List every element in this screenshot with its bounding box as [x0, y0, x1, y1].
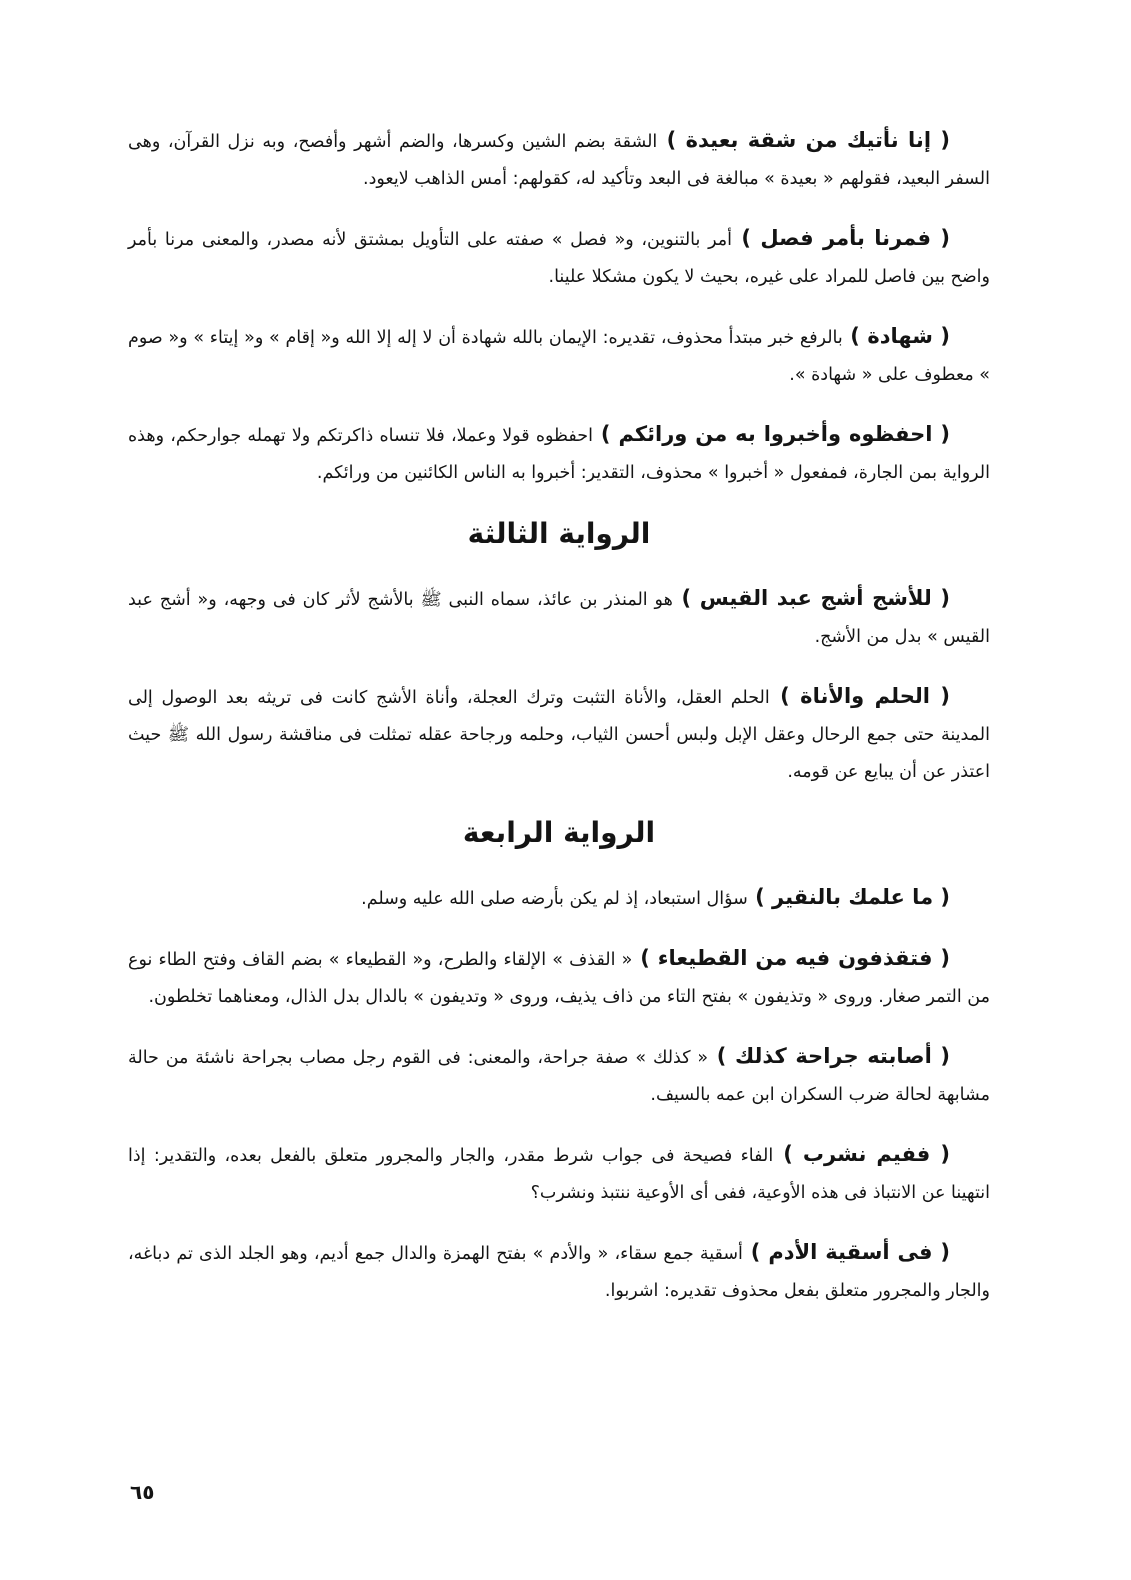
- entry-term: احفظوه وأخبروا به من ورائكم: [618, 422, 933, 446]
- entry-term: فتقذفون فيه من القطيعاء: [657, 946, 933, 970]
- entry-text: سؤال استبعاد، إذ لم يكن بأرضه صلى الله عليه وسلم.: [361, 889, 748, 909]
- section-heading-fourth-narration: الرواية الرابعة: [462, 816, 656, 849]
- entry-term: أصابته جراحة كذلك: [734, 1044, 932, 1068]
- section-heading-third-narration: الرواية الثالثة: [467, 517, 651, 550]
- entry-term: ما علمك بالنقير: [772, 885, 934, 909]
- entry-text: أسقية جمع سقاء، « والأدم » بفتح الهمزة والدال جمع أديم، وهو الجلد الذى تم دباغه، والجار والمجرور متعلق بفعل محذوف تقديره: اشربوا.: [128, 1244, 990, 1301]
- entry-term: شهادة: [867, 324, 933, 348]
- entry-amr-fasl: ( فمرنا بأمر فصل ) أمر بالتنوين، و« فصل » صفته على التأويل بمشتق لأنه مصدر، والمعنى مرنا بأمر واضح بين فاصل للمراد على غيره، بحيث لا يكون مشكلا علينا.: [128, 226, 990, 287]
- entry-term: للأشج أشج عبد القيس: [699, 586, 932, 610]
- entry-text: الشقة بضم الشين وكسرها، والضم أشهر وأفصح، وبه نزل القرآن، وهى السفر البعيد، فقولهم « بعيدة » مبالغة فى البعد وتأكيد له، كقولهم: أمس الذاهب لايعود.: [128, 132, 990, 189]
- entry-ihfazuhu: ( احفظوه وأخبروا به من ورائكم ) احفظوه قولا وعملا، فلا تنساه ذاكرتكم ولا تهمله جوارحكم، وهذه الرواية بمن الجارة، فمفعول « أخبروا » محذوف، التقدير: أخبروا به الناس الكائنين من ورائكم.: [128, 422, 990, 483]
- entry-term: الحلم والأناة: [800, 684, 930, 708]
- entry-naqir: ( ما علمك بالنقير ) سؤال استبعاد، إذ لم يكن بأرضه صلى الله عليه وسلم.: [361, 885, 950, 909]
- entry-term: فمرنا بأمر فصل: [760, 226, 931, 250]
- entry-text: هو المنذر بن عائذ، سماه النبى ﷺ بالأشج لأثر كان فى وجهه، و« أشج عبد القيس » بدل من الأشج.: [128, 590, 990, 647]
- entry-nashrab: ( ففيم نشرب ) الفاء فصيحة فى جواب شرط مقدر، والجار والمجرور متعلق بالفعل بعده، والتقدير: إذا انتهينا عن الانتباذ فى هذه الأوعية، ففى أى الأوعية ننتبذ ونشرب؟: [128, 1142, 990, 1203]
- page-number: ٦٥: [130, 1480, 155, 1504]
- entry-term: إنا نأتيك من شقة بعيدة: [685, 128, 932, 152]
- entry-ashaj: ( للأشج أشج عبد القيس ) هو المنذر بن عائذ، سماه النبى ﷺ بالأشج لأثر كان فى وجهه، و« أشج عبد القيس » بدل من الأشج.: [128, 586, 990, 647]
- entry-qutayaa: ( فتقذفون فيه من القطيعاء ) « القذف » الإلقاء والطرح، و« القطيعاء » بضم القاف وفتح الطاء نوع من التمر صغار. وروى « وتذيفون » بفتح التاء من ذاف يذيف، وروى « وتديفون » بالدال بدل الذال، ومعناهما تخلطون.: [128, 946, 990, 1007]
- entry-text: أمر بالتنوين، و« فصل » صفته على التأويل بمشتق لأنه مصدر، والمعنى مرنا بأمر واضح بين فاصل للمراد على غيره، بحيث لا يكون مشكلا علينا.: [128, 230, 990, 287]
- page-content: [128, 122, 990, 1332]
- entry-shahada: ( شهادة ) بالرفع خبر مبتدأ محذوف، تقديره: الإيمان بالله شهادة أن لا إله إلا الله و« إقام » و« إيتاء » و« صوم » معطوف على « شهادة ».: [128, 324, 990, 385]
- entry-jiraha: ( أصابته جراحة كذلك ) « كذلك » صفة جراحة، والمعنى: فى القوم رجل مصاب بجراحة ناشئة من حالة مشابهة لحالة ضرب السكران ابن عمه بالسيف.: [128, 1044, 990, 1105]
- entry-text: الفاء فصيحة فى جواب شرط مقدر، والجار والمجرور متعلق بالفعل بعده، والتقدير: إذا انتهينا عن الانتباذ فى هذه الأوعية، ففى أى الأوعية ننتبذ ونشرب؟: [128, 1146, 990, 1203]
- entry-asqiya: ( فى أسقية الأدم ) أسقية جمع سقاء، « والأدم » بفتح الهمزة والدال جمع أديم، وهو الجلد الذى تم دباغه، والجار والمجرور متعلق بفعل محذوف تقديره: اشربوا.: [128, 1240, 990, 1301]
- entry-hilm: ( الحلم والأناة ) الحلم العقل، والأناة التثبت وترك العجلة، وأناة الأشج كانت فى تريثه بعد الوصول إلى المدينة حتى جمع الرحال وعقل الإبل ولبس أحسن الثياب، وحلمه ورجاحة عقله تمثلت فى مناقشة رسول الله ﷺ حيث اعتذر عن أن يبايع عن قومه.: [128, 684, 990, 782]
- entry-text: احفظوه قولا وعملا، فلا تنساه ذاكرتكم ولا تهمله جوارحكم، وهذه الرواية بمن الجارة، فمفعول « أخبروا » محذوف، التقدير: أخبروا به الناس الكائنين من ورائكم.: [128, 426, 990, 483]
- entry-text: « القذف » الإلقاء والطرح، و« القطيعاء » بضم القاف وفتح الطاء نوع من التمر صغار. وروى « وتذيفون » بفتح التاء من ذاف يذيف، وروى « وتديفون » بالدال بدل الذال، ومعناهما تخلطون.: [128, 950, 990, 1007]
- entry-text: « كذلك » صفة جراحة، والمعنى: فى القوم رجل مصاب بجراحة ناشئة من حالة مشابهة لحالة ضرب السكران ابن عمه بالسيف.: [128, 1048, 990, 1105]
- entry-text: الحلم العقل، والأناة التثبت وترك العجلة، وأناة الأشج كانت فى تريثه بعد الوصول إلى المدينة حتى جمع الرحال وعقل الإبل ولبس أحسن الثياب، وحلمه ورجاحة عقله تمثلت فى مناقشة رسول الله ﷺ حيث اعتذر عن أن يبايع عن قومه.: [128, 688, 990, 782]
- entry-shuqqa: ( إنا نأتيك من شقة بعيدة ) الشقة بضم الشين وكسرها، والضم أشهر وأفصح، وبه نزل القرآن، وهى السفر البعيد، فقولهم « بعيدة » مبالغة فى البعد وتأكيد له، كقولهم: أمس الذاهب لايعود.: [128, 128, 990, 189]
- entry-term: فى أسقية الأدم: [768, 1240, 933, 1264]
- entry-text: بالرفع خبر مبتدأ محذوف، تقديره: الإيمان بالله شهادة أن لا إله إلا الله و« إقام » و« إيتاء » و« صوم » معطوف على « شهادة ».: [128, 328, 990, 385]
- entry-term: ففيم نشرب: [802, 1142, 931, 1166]
